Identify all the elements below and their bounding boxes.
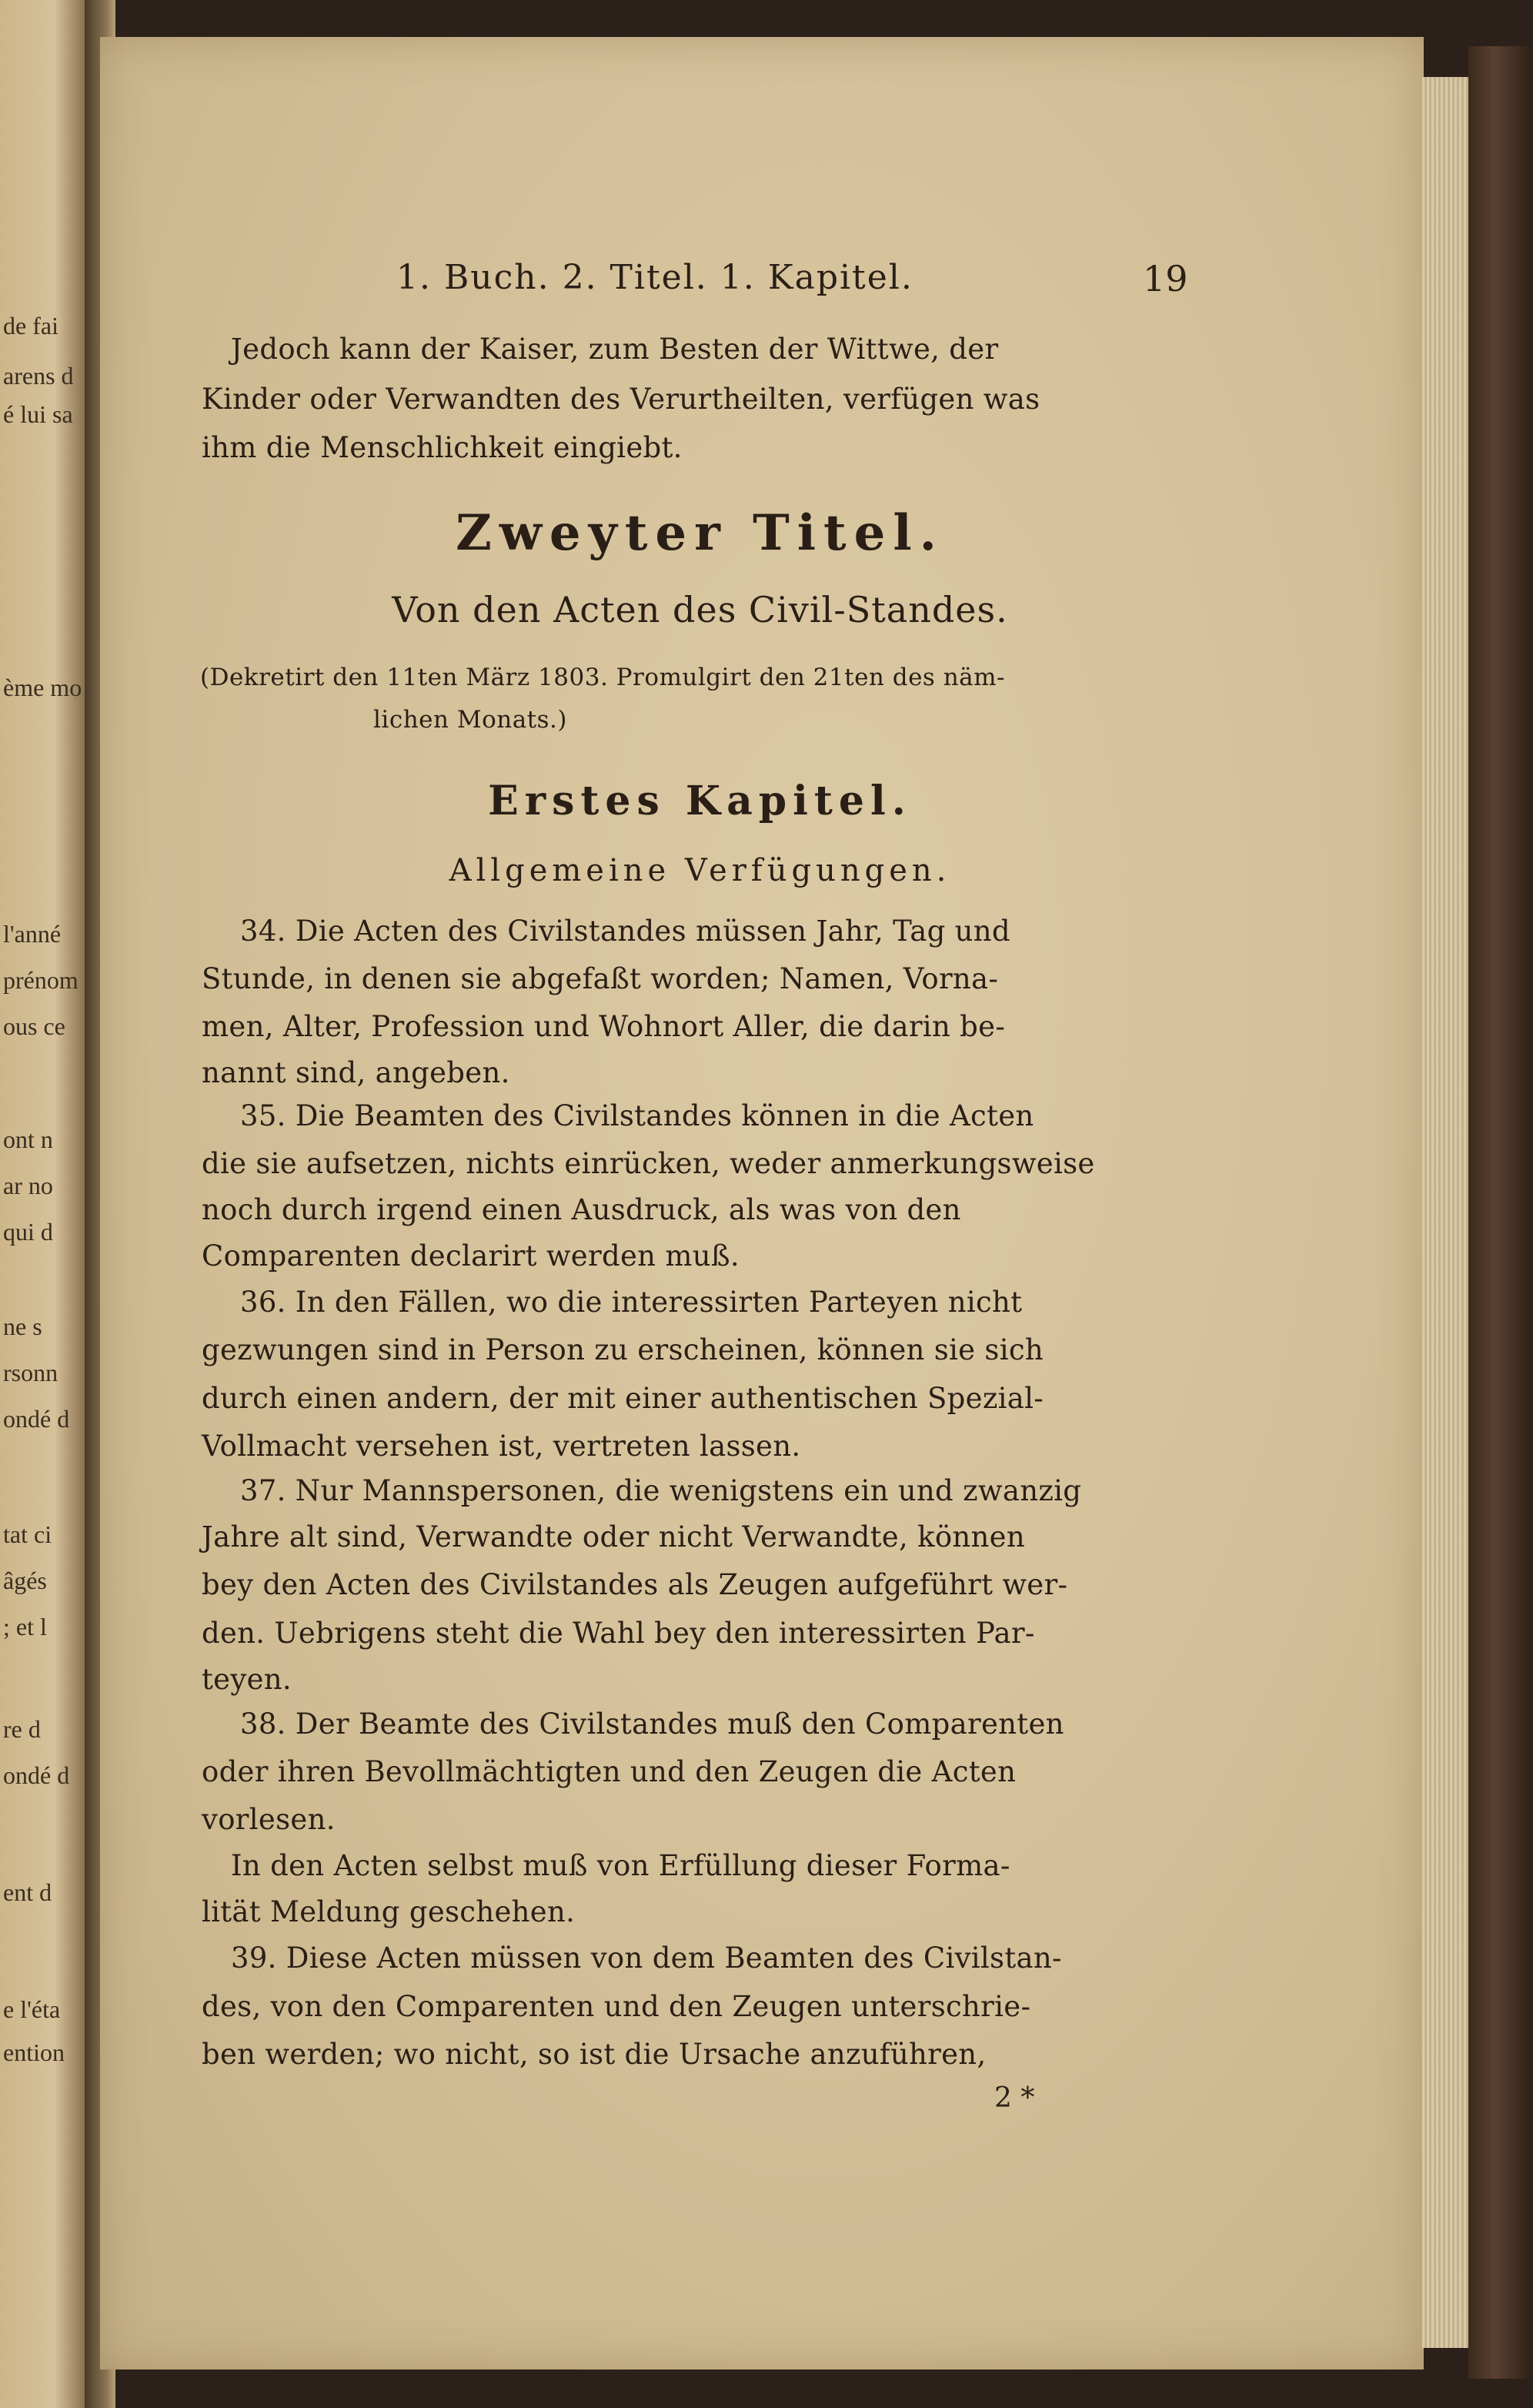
text-line: noch durch irgend einen Ausdruck, als was von den — [202, 1193, 961, 1226]
chapter-heading: Erstes Kapitel. — [488, 778, 912, 824]
text-line: den. Uebrigens steht die Wahl bey den interessirten Par- — [202, 1617, 1035, 1650]
text-line: Jahre alt sind, Verwandte oder nicht Verwandte, können — [202, 1520, 1025, 1553]
facing-page-fragment: e l'éta — [3, 1995, 61, 2023]
facing-page-left — [0, 0, 91, 2408]
signature-mark: 2 * — [994, 2082, 1035, 2114]
text-line: In den Acten selbst muß von Erfüllung dieser Forma- — [231, 1849, 1010, 1882]
text-line: ihm die Menschlichkeit eingiebt. — [202, 431, 683, 464]
facing-page-fragment: ondé d — [3, 1761, 70, 1789]
text-line: 35. Die Beamten des Civilstandes können in die Acten — [240, 1099, 1034, 1132]
text-line: ben werden; wo nicht, so ist die Ursache anzuführen, — [202, 2038, 987, 2071]
facing-page-fragment: rsonn — [3, 1359, 58, 1386]
facing-page-fragment: âgés — [3, 1567, 47, 1594]
text-line: Stunde, in denen sie abgefaßt worden; Namen, Vorna- — [202, 962, 999, 995]
facing-page-fragment: de fai — [3, 312, 58, 339]
facing-page-fragment: ention — [3, 2038, 65, 2066]
facing-page-fragment: tat ci — [3, 1520, 52, 1548]
text-line: 38. Der Beamte des Civilstandes muß den Comparenten — [240, 1707, 1064, 1741]
text-line: bey den Acten des Civilstandes als Zeugen aufgeführt wer- — [202, 1568, 1068, 1601]
title-heading: Zweyter Titel. — [456, 504, 944, 562]
facing-page-fragment: re d — [3, 1715, 41, 1743]
facing-page-fragment: ous ce — [3, 1012, 65, 1040]
facing-page-fragment: é lui sa — [3, 400, 73, 428]
text-line: men, Alter, Profession und Wohnort Aller, die darin be- — [202, 1010, 1006, 1043]
text-line: durch einen andern, der mit einer authentischen Spezial- — [202, 1382, 1044, 1415]
facing-page-fragment: ent d — [3, 1878, 52, 1906]
text-line: Jedoch kann der Kaiser, zum Besten der Wittwe, der — [231, 333, 999, 366]
text-line: Kinder oder Verwandten des Verurtheilten, verfügen was — [202, 383, 1040, 416]
text-line: 39. Diese Acten müssen von dem Beamten des Civilstan- — [231, 1941, 1062, 1975]
decree-note-line: (Dekretirt den 11ten März 1803. Promulgirt den 21ten des näm- — [200, 664, 1006, 691]
running-head: 1. Buch. 2. Titel. 1. Kapitel. — [396, 258, 913, 297]
book-cover-edge — [1468, 46, 1533, 2379]
text-line: Vollmacht versehen ist, vertreten lassen. — [202, 1430, 801, 1463]
facing-page-fragment: l'anné — [3, 920, 62, 948]
facing-page-fragment: ont n — [3, 1125, 53, 1153]
text-line: Comparenten declarirt werden muß. — [202, 1239, 740, 1273]
facing-page-fragment: arens d — [3, 362, 74, 390]
text-line: des, von den Comparenten und den Zeugen unterschrie- — [202, 1990, 1031, 2023]
facing-page-fragment: ; et l — [3, 1613, 47, 1640]
section-heading: Allgemeine Verfügungen. — [449, 853, 951, 888]
page-number: 19 — [1143, 258, 1188, 299]
text-line: lität Meldung geschehen. — [202, 1895, 576, 1928]
text-line: 36. In den Fällen, wo die interessirten Parteyen nicht — [240, 1286, 1023, 1319]
decree-note-line: lichen Monats.) — [373, 706, 567, 734]
text-line: teyen. — [202, 1663, 292, 1696]
facing-page-fragment: qui d — [3, 1218, 53, 1246]
facing-page-fragment: ne s — [3, 1313, 42, 1340]
facing-page-fragment: ondé d — [3, 1405, 70, 1433]
subtitle-heading: Von den Acten des Civil-Standes. — [392, 589, 1008, 630]
facing-page-fragment: prénom — [3, 966, 78, 994]
text-line: die sie aufsetzen, nichts einrücken, weder anmerkungsweise — [202, 1147, 1095, 1180]
text-line: nannt sind, angeben. — [202, 1056, 510, 1089]
text-line: vorlesen. — [202, 1803, 336, 1836]
facing-page-fragment: ar no — [3, 1172, 53, 1199]
text-line: 34. Die Acten des Civilstandes müssen Jahr, Tag und — [240, 915, 1010, 948]
facing-page-fragment: ème mo — [3, 674, 82, 701]
text-line: oder ihren Bevollmächtigten und den Zeugen die Acten — [202, 1755, 1017, 1788]
text-line: gezwungen sind in Person zu erscheinen, können sie sich — [202, 1333, 1044, 1366]
text-line: 37. Nur Mannspersonen, die wenigstens ein und zwanzig — [240, 1474, 1082, 1507]
page-edges — [1422, 77, 1470, 2348]
